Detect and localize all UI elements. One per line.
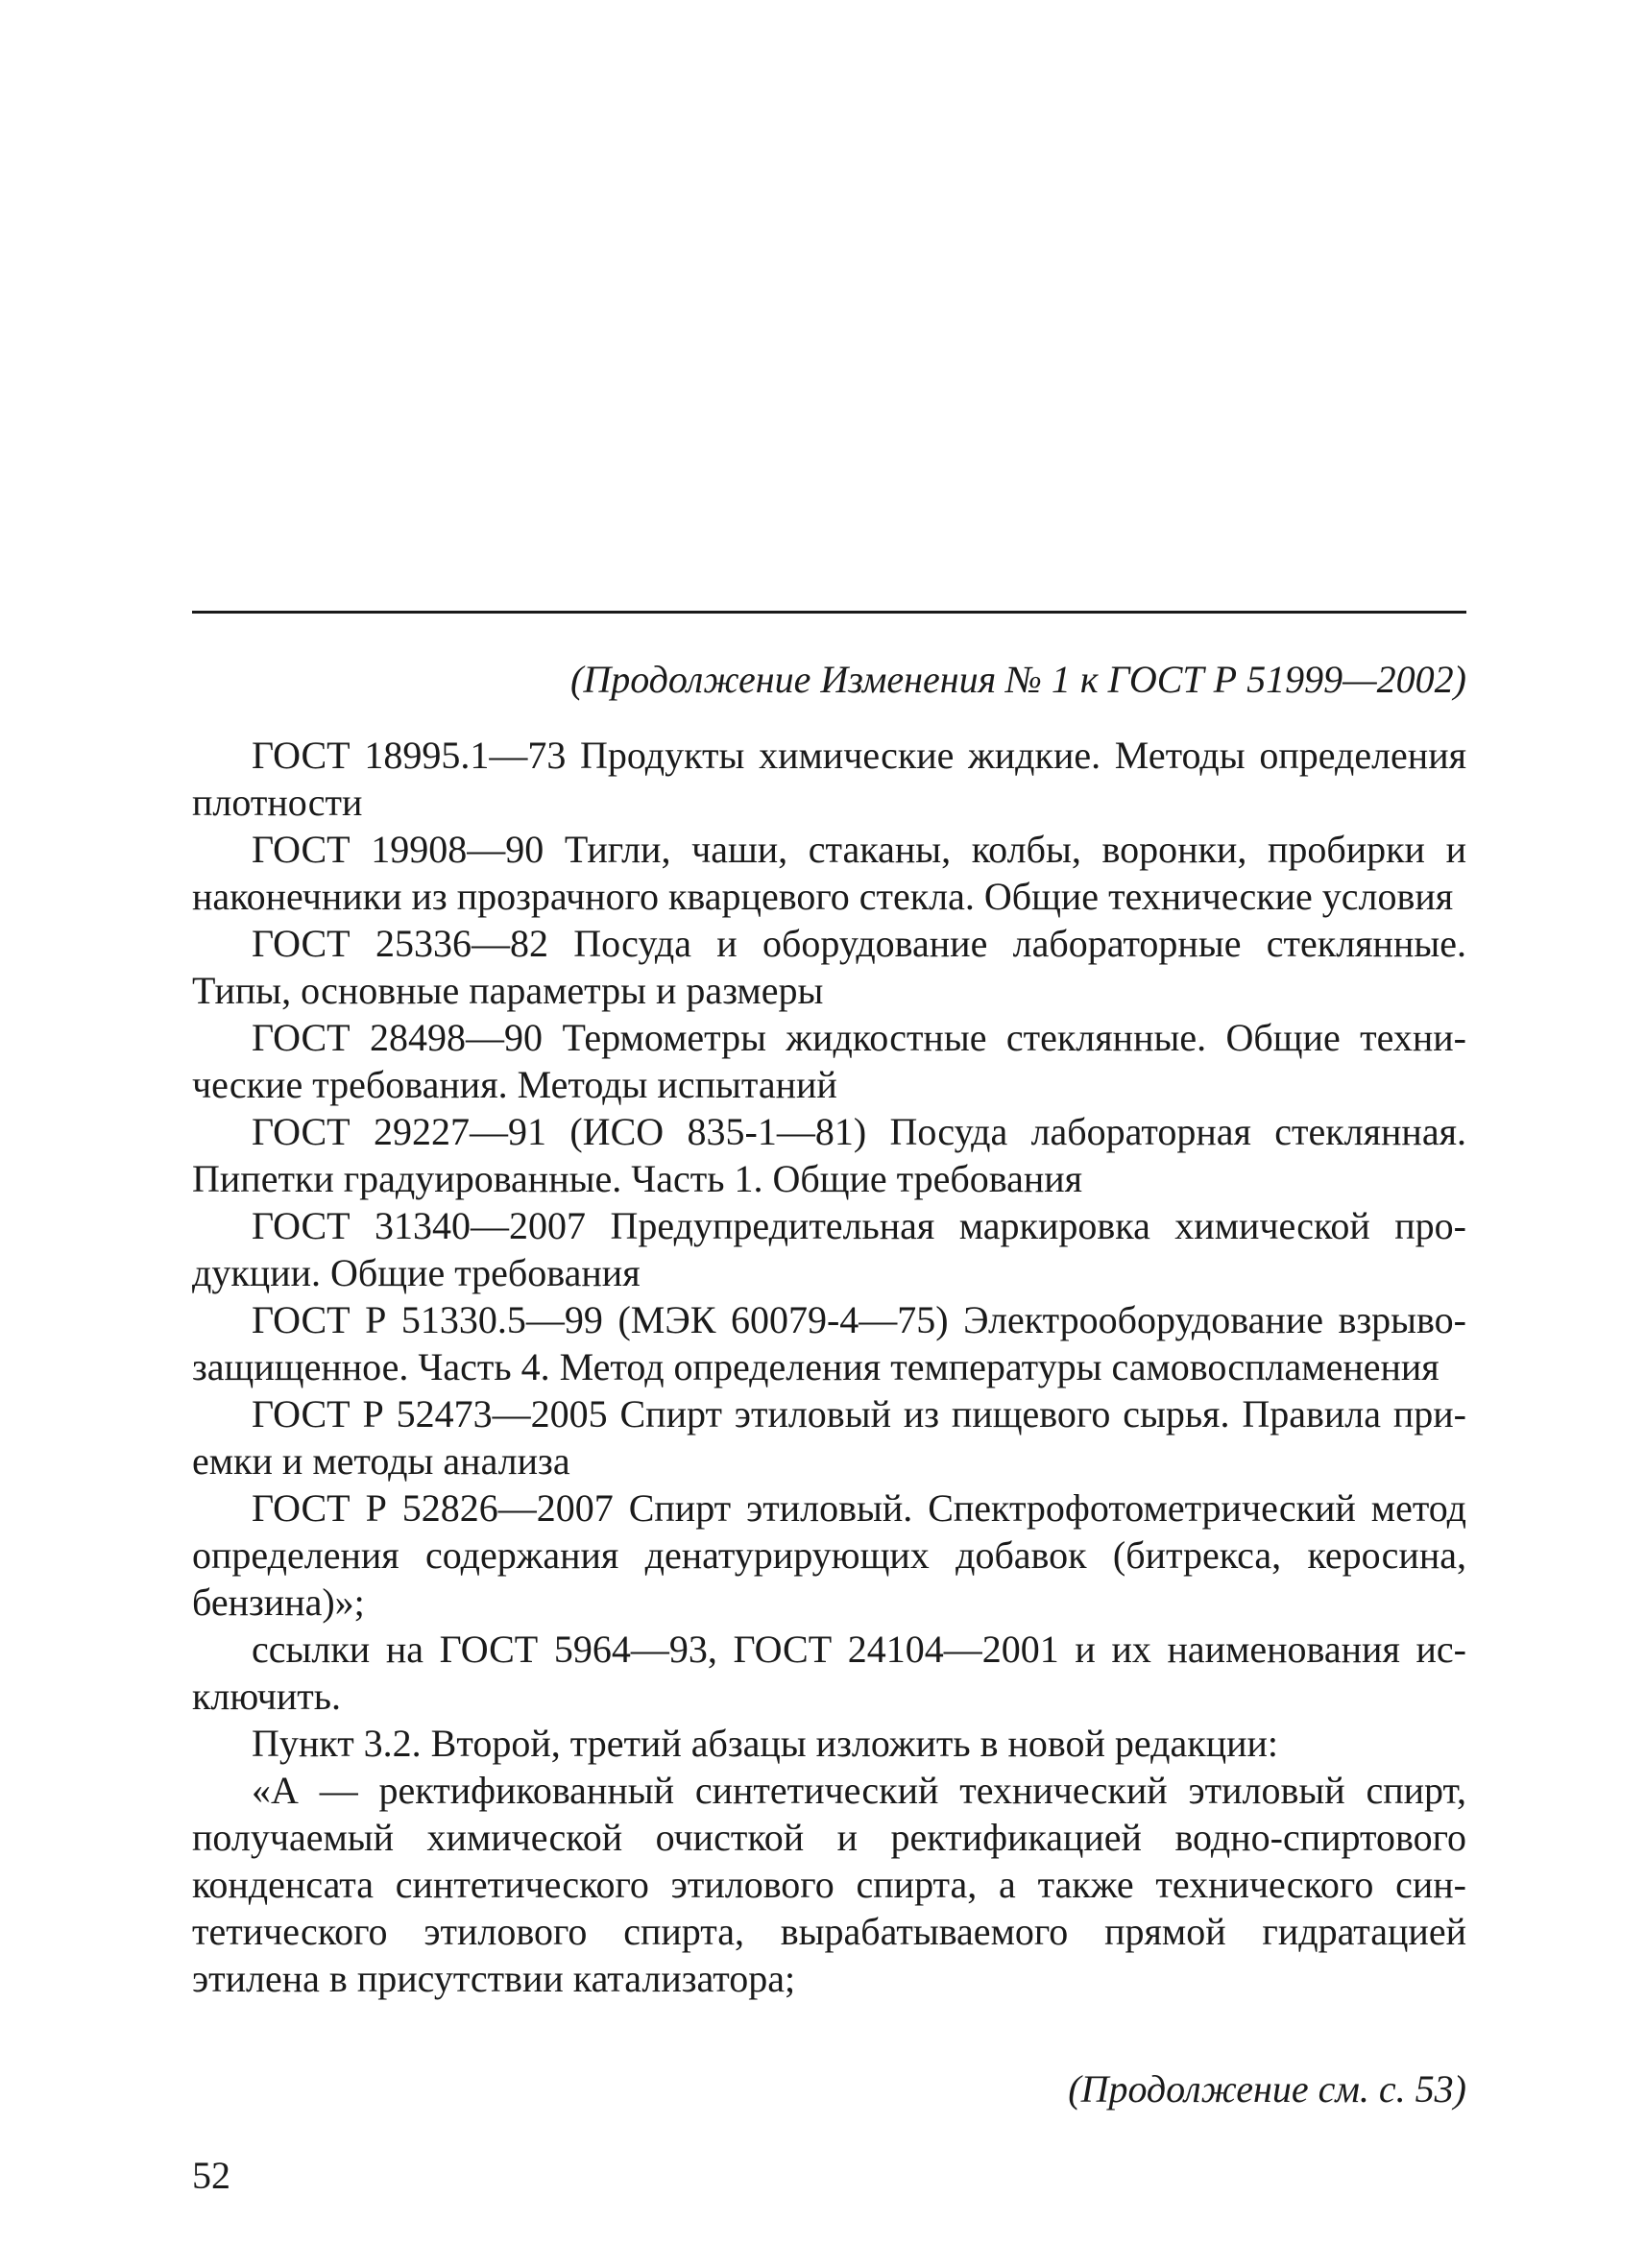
paragraph-clause-3-2: Пункт 3.2. Второй, третий абзацы изложить в новой редакции: <box>252 1722 1279 1765</box>
paragraph-gost-31340: ГОСТ 31340—2007 Предупредительная маркировка химической продукции. Общие требования <box>192 1204 1466 1294</box>
top-rule <box>192 611 1466 614</box>
paragraph-gost-18995: ГОСТ 18995.1—73 Продукты химические жидкие. Методы определения плотности <box>192 734 1466 824</box>
paragraph-gost-r-51330: ГОСТ Р 51330.5—99 (МЭК 60079-4—75) Электрооборудование взрывозащищенное. Часть 4. Метод определения температуры самовоспламенения <box>192 1298 1466 1388</box>
paragraph-gost-r-52473: ГОСТ Р 52473—2005 Спирт этиловый из пищевого сырья. Правила приемки и методы анализа <box>192 1392 1466 1483</box>
paragraph-gost-25336: ГОСТ 25336—82 Посуда и оборудование лабораторные стеклянные. Типы, основные параметры и размеры <box>192 922 1466 1012</box>
continuation-header: (Продолжение Изменения № 1 к ГОСТ Р 51999—2002) <box>570 658 1466 701</box>
paragraph-gost-28498: ГОСТ 28498—90 Термометры жидкостные стеклянные. Общие технические требования. Методы испытаний <box>192 1016 1466 1106</box>
continuation-footer: (Продолжение см. с. 53) <box>1068 2067 1466 2111</box>
document-body <box>192 732 1466 2002</box>
paragraph-gost-r-52826: ГОСТ Р 52826—2007 Спирт этиловый. Спектрофотометрический метод определения содержания денатурирующих добавок (битрекса, керосина, бензина)»; <box>192 1486 1466 1624</box>
paragraph-gost-29227: ГОСТ 29227—91 (ИСО 835-1—81) Посуда лабораторная стеклянная. Пипетки градуированные. Часть 1. Общие требования <box>192 1110 1466 1200</box>
page-number: 52 <box>192 2154 230 2197</box>
paragraph-gost-19908: ГОСТ 19908—90 Тигли, чаши, стаканы, колбы, воронки, пробирки и наконечники из прозрачного кварцевого стекла. Общие технические условия <box>192 828 1466 918</box>
paragraph-exclude-references: ссылки на ГОСТ 5964—93, ГОСТ 24104—2001 и их наименования исключить. <box>192 1628 1466 1718</box>
paragraph-grade-a-definition: «А — ректификованный синтетический технический этиловый спирт, получаемый химической очисткой и ректификацией водно-спиртового конденсата синтетического этилового спирта, а также технического синтетического этилового спирта, вырабатываемого прямой гидратацией этилена в присутствии катализатора; <box>192 1769 1466 2000</box>
